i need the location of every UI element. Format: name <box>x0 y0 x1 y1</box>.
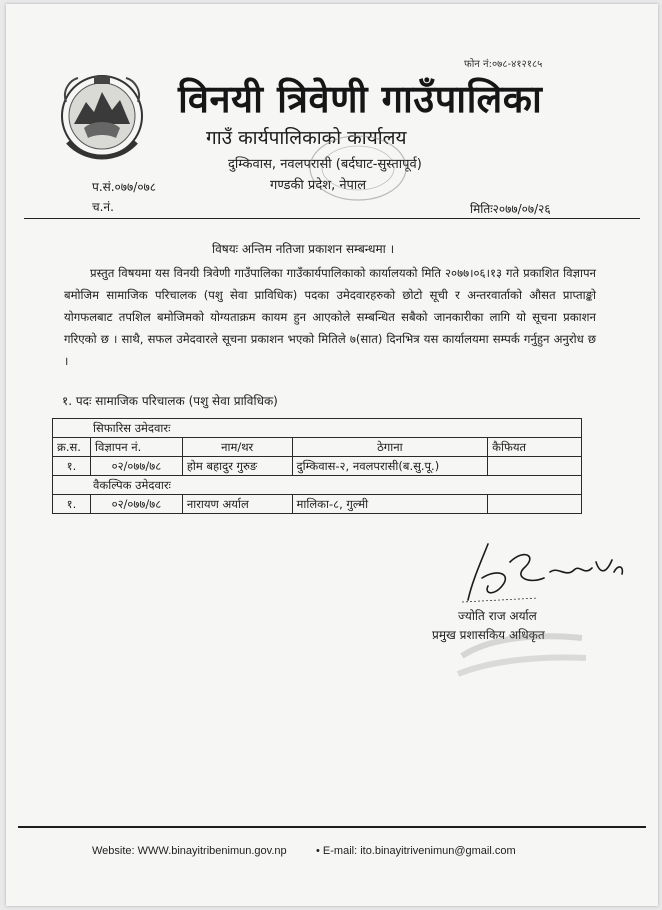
reference-number: प.सं.०७७/०७८ <box>92 180 157 194</box>
footer-email: • E-mail: ito.binayitrivenimun@gmail.com <box>316 845 516 857</box>
table-cell: नारायण अर्याल <box>182 495 292 514</box>
table-header: क्र.स. <box>53 438 91 457</box>
table-header-row <box>53 438 582 457</box>
table-cell: ०२/०७७/७८ <box>90 495 182 514</box>
table-cell: ०२/०७७/७८ <box>90 457 182 476</box>
footer-website: Website: WWW.binayitribenimun.gov.np <box>92 845 287 857</box>
table-cell <box>488 495 582 514</box>
letter-subject: विषयः अन्तिम नतिजा प्रकाशन सम्बन्धमा । <box>212 242 395 256</box>
candidate-table <box>52 418 582 514</box>
table-cell: मालिका-८, गुल्मी <box>292 495 488 514</box>
header-divider <box>24 218 640 219</box>
table-section-row <box>53 419 582 438</box>
letter-date: मितिः२०७७/०७/२६ <box>470 202 551 216</box>
table-section-row <box>53 476 582 495</box>
letter-page <box>6 4 658 906</box>
table-cell: १. <box>53 457 91 476</box>
alternate-label: वैकल्पिक उमेदवारः <box>53 476 582 495</box>
table-cell <box>488 457 582 476</box>
recommended-label: सिफारिस उमेदवारः <box>53 419 582 438</box>
table-header: कैफियत <box>488 438 582 457</box>
table-cell: दुम्किवास-२, नवलपरासी(ब.सु.पू.) <box>292 457 488 476</box>
nepal-emblem-icon <box>56 62 148 170</box>
table-header: नाम/थर <box>182 438 292 457</box>
letter-body: प्रस्तुत विषयमा यस विनयी त्रिवेणी गाउँपालिका गाउँकार्यपालिकाको कार्यालयको मिति २०७७।०६।१३ गते प्रकाशित विज्ञापन बमोजिम सामाजिक परिचालक (पशु सेवा प्राविधिक) पदका उमेदवारहरुको छोटो सूची र अन्तरवार्ताको औसत प्राप्ताङ्को योगफलबाट तपशिल बमोजिमको योग्यताक्रम कायम हुन आएकोले सम्बन्धित सबैको जानकारीका लागि यो सूचना प्रकाशन गरिएको छ । साथै, सफल उमेदवारले सूचना प्रकाशन भएको मितिले ७(सात) दिनभित्र यस कार्यालयमा सम्पर्क गर्नुहुन अनुरोध छ । <box>64 266 596 368</box>
handwritten-signature-icon <box>458 538 628 608</box>
dispatch-number: च.नं. <box>92 200 114 214</box>
position-title: १. पदः सामाजिक परिचालक (पशु सेवा प्राविधिक) <box>62 394 278 408</box>
table-cell: होम बहादुर गुरुङ <box>182 457 292 476</box>
municipality-title: विनयी त्रिवेणी गाउँपालिका <box>178 77 543 121</box>
signer-name: ज्योति राज अर्याल <box>458 609 537 623</box>
office-name: गाउँ कार्यपालिकाको कार्यालय <box>206 127 407 149</box>
office-address: दुम्किवास, नवलपरासी (बर्दघाट-सुस्तापूर्व) <box>228 157 422 172</box>
office-stamp-icon <box>298 128 418 208</box>
signer-title: प्रमुख प्रशासकिय अधिकृत <box>432 628 545 642</box>
table-cell: १. <box>53 495 91 514</box>
footer-divider <box>18 826 646 828</box>
table-row <box>53 495 582 514</box>
table-header: ठेगाना <box>292 438 488 457</box>
table-row <box>53 457 582 476</box>
official-stamp-icon <box>442 616 592 686</box>
province-name: गण्डकी प्रदेश, नेपाल <box>270 178 367 193</box>
phone-number: फोन नं:०७८-४१२१८५ <box>464 59 543 70</box>
table-header: विज्ञापन नं. <box>90 438 182 457</box>
